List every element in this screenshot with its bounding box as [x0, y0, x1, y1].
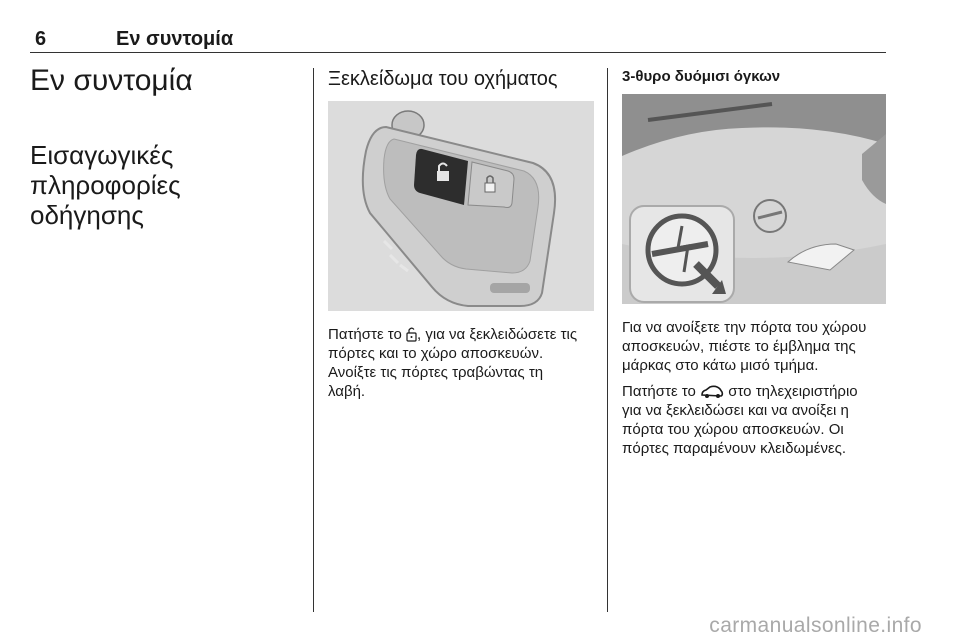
page-header: [30, 26, 886, 53]
text-line: αποσκευών, πιέστε το έμβλημα της: [622, 338, 856, 355]
text-segment: στο τηλεχειριστήριο: [724, 383, 858, 400]
section-title-line: πληροφορίες οδήγησης: [30, 170, 181, 230]
unlock-instructions: [328, 325, 594, 401]
key-illustration-svg: [328, 101, 594, 311]
page-number: 6: [35, 28, 47, 50]
text-line: λαβή.: [328, 383, 366, 400]
column-left: [30, 62, 300, 230]
unlock-icon: [406, 326, 417, 342]
text-line: πόρτες και το χώρο αποσκευών.: [328, 345, 544, 362]
text-segment: Πατήστε το: [622, 383, 701, 400]
car-icon: [700, 385, 724, 399]
running-title: Εν συντομία: [116, 28, 234, 50]
text-line: [622, 382, 888, 401]
tailgate-illustration-svg: [622, 94, 886, 304]
text-line: πόρτα του χώρου αποσκευών. Οι: [622, 421, 844, 438]
tailgate-emblem-illustration: [622, 94, 886, 304]
column-right: [622, 62, 888, 458]
column-divider: [313, 68, 314, 612]
unlock-heading: Ξεκλείδωμα του οχήματος: [328, 68, 558, 90]
text-line: για να ξεκλειδώσει και να ανοίξει η: [622, 402, 849, 419]
tailgate-instructions: [622, 318, 888, 375]
section-title-line: Εισαγωγικές: [30, 140, 174, 170]
car-key-remote-illustration: [328, 101, 594, 311]
text-segment: Πατήστε το: [328, 326, 407, 343]
text-line: πόρτες παραμένουν κλειδωμένες.: [622, 440, 847, 457]
text-line: Ανοίξτε τις πόρτες τραβώντας τη: [328, 364, 544, 381]
text-line: μάρκας στο κάτω μισό τμήμα.: [622, 357, 819, 374]
remote-instructions: [622, 382, 888, 458]
watermark: carmanualsonline.info: [709, 614, 922, 637]
column-middle: [328, 62, 594, 401]
chapter-title: Εν συντομία: [30, 64, 193, 97]
text-segment: , για να ξεκλειδώσετε τις: [417, 326, 578, 343]
column-divider: [607, 68, 608, 612]
text-line: Για να ανοίξετε την πόρτα του χώρου: [622, 319, 867, 336]
section-title: [30, 140, 300, 230]
hatchback-heading: 3-θυρο δυόμισι όγκων: [622, 68, 781, 85]
text-line: [328, 325, 594, 344]
